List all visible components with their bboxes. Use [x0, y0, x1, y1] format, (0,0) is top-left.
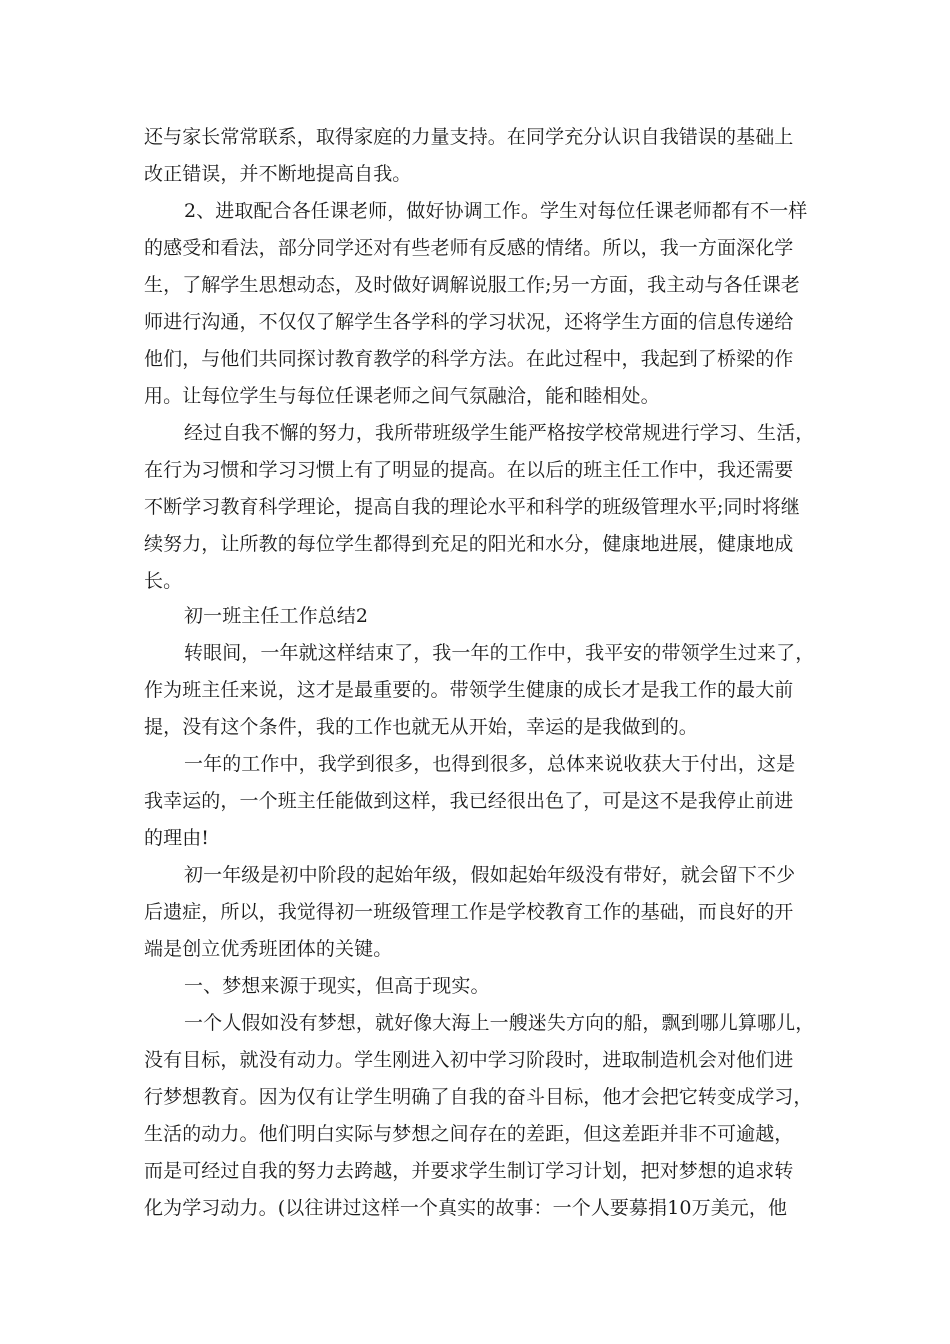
- text-line: 行梦想教育。因为仅有让学生明确了自我的奋斗目标，他才会把它转变成学习，: [144, 1086, 813, 1108]
- section-heading: 一、梦想来源于现实，但高于现实。: [184, 975, 490, 997]
- text-line: 的感受和看法，部分同学还对有些老师有反感的情绪。所以，我一方面深化学: [144, 237, 794, 259]
- text-line: 没有目标，就没有动力。学生刚进入初中学习阶段时，进取制造机会对他们进: [144, 1049, 794, 1071]
- text-line: 我幸运的，一个班主任能做到这样，我已经很出色了，可是这不是我停止前进: [144, 790, 794, 812]
- text-line: 在行为习惯和学习习惯上有了明显的提高。在以后的班主任工作中，我还需要: [144, 459, 794, 481]
- text-line: 生，了解学生思想动态，及时做好调解说服工作;另一方面，我主动与各任课老: [144, 274, 800, 296]
- text-line: 2、进取配合各任课老师，做好协调工作。学生对每位任课老师都有不一样: [184, 200, 808, 222]
- text-line: 一个人假如没有梦想，就好像大海上一艘迷失方向的船，飘到哪儿算哪儿，: [184, 1012, 815, 1034]
- text-line: 后遗症，所以，我觉得初一班级管理工作是学校教育工作的基础，而良好的开: [144, 901, 794, 923]
- text-line: 而是可经过自我的努力去跨越，并要求学生制订学习计划，把对梦想的追求转: [144, 1160, 794, 1182]
- text-line: 续努力，让所教的每位学生都得到充足的阳光和水分，健康地进展，健康地成: [144, 533, 794, 555]
- text-line: 他们，与他们共同探讨教育教学的科学方法。在此过程中，我起到了桥梁的作: [144, 348, 794, 370]
- text-line: 改正错误，并不断地提高自我。: [144, 163, 412, 185]
- text-line: 一年的工作中，我学到很多，也得到很多，总体来说收获大于付出，这是: [184, 753, 796, 775]
- text-line: 的理由!: [144, 827, 210, 849]
- text-line: 师进行沟通，不仅仅了解学生各学科的学习状况，还将学生方面的信息传递给: [144, 311, 794, 333]
- text-line: 作为班主任来说，这才是最重要的。带领学生健康的成长才是我工作的最大前: [144, 679, 794, 701]
- text-line: 不断学习教育科学理论，提高自我的理论水平和科学的班级管理水平;同时将继: [144, 496, 800, 518]
- text-line: 化为学习动力。(以往讲过这样一个真实的故事：一个人要募捐10万美元，他: [144, 1197, 788, 1219]
- text-line: 转眼间，一年就这样结束了，我一年的工作中，我平安的带领学生过来了，: [184, 642, 815, 664]
- text-line: 生活的动力。他们明白实际与梦想之间存在的差距，但这差距并非不可逾越，: [144, 1123, 794, 1145]
- text-line: 还与家长常常联系，取得家庭的力量支持。在同学充分认识自我错误的基础上: [144, 126, 794, 148]
- text-line: 用。让每位学生与每位任课老师之间气氛融洽，能和睦相处。: [144, 385, 660, 407]
- text-line: 提，没有这个条件，我的工作也就无从开始，幸运的是我做到的。: [144, 716, 698, 738]
- text-line: 初一年级是初中阶段的起始年级，假如起始年级没有带好，就会留下不少: [184, 864, 796, 886]
- text-line: 长。: [144, 570, 183, 592]
- section-heading: 初一班主任工作总结2: [184, 605, 369, 627]
- text-line: 端是创立优秀班团体的关键。: [144, 938, 393, 960]
- text-line: 经过自我不懈的努力，我所带班级学生能严格按学校常规进行学习、生活，: [184, 422, 815, 444]
